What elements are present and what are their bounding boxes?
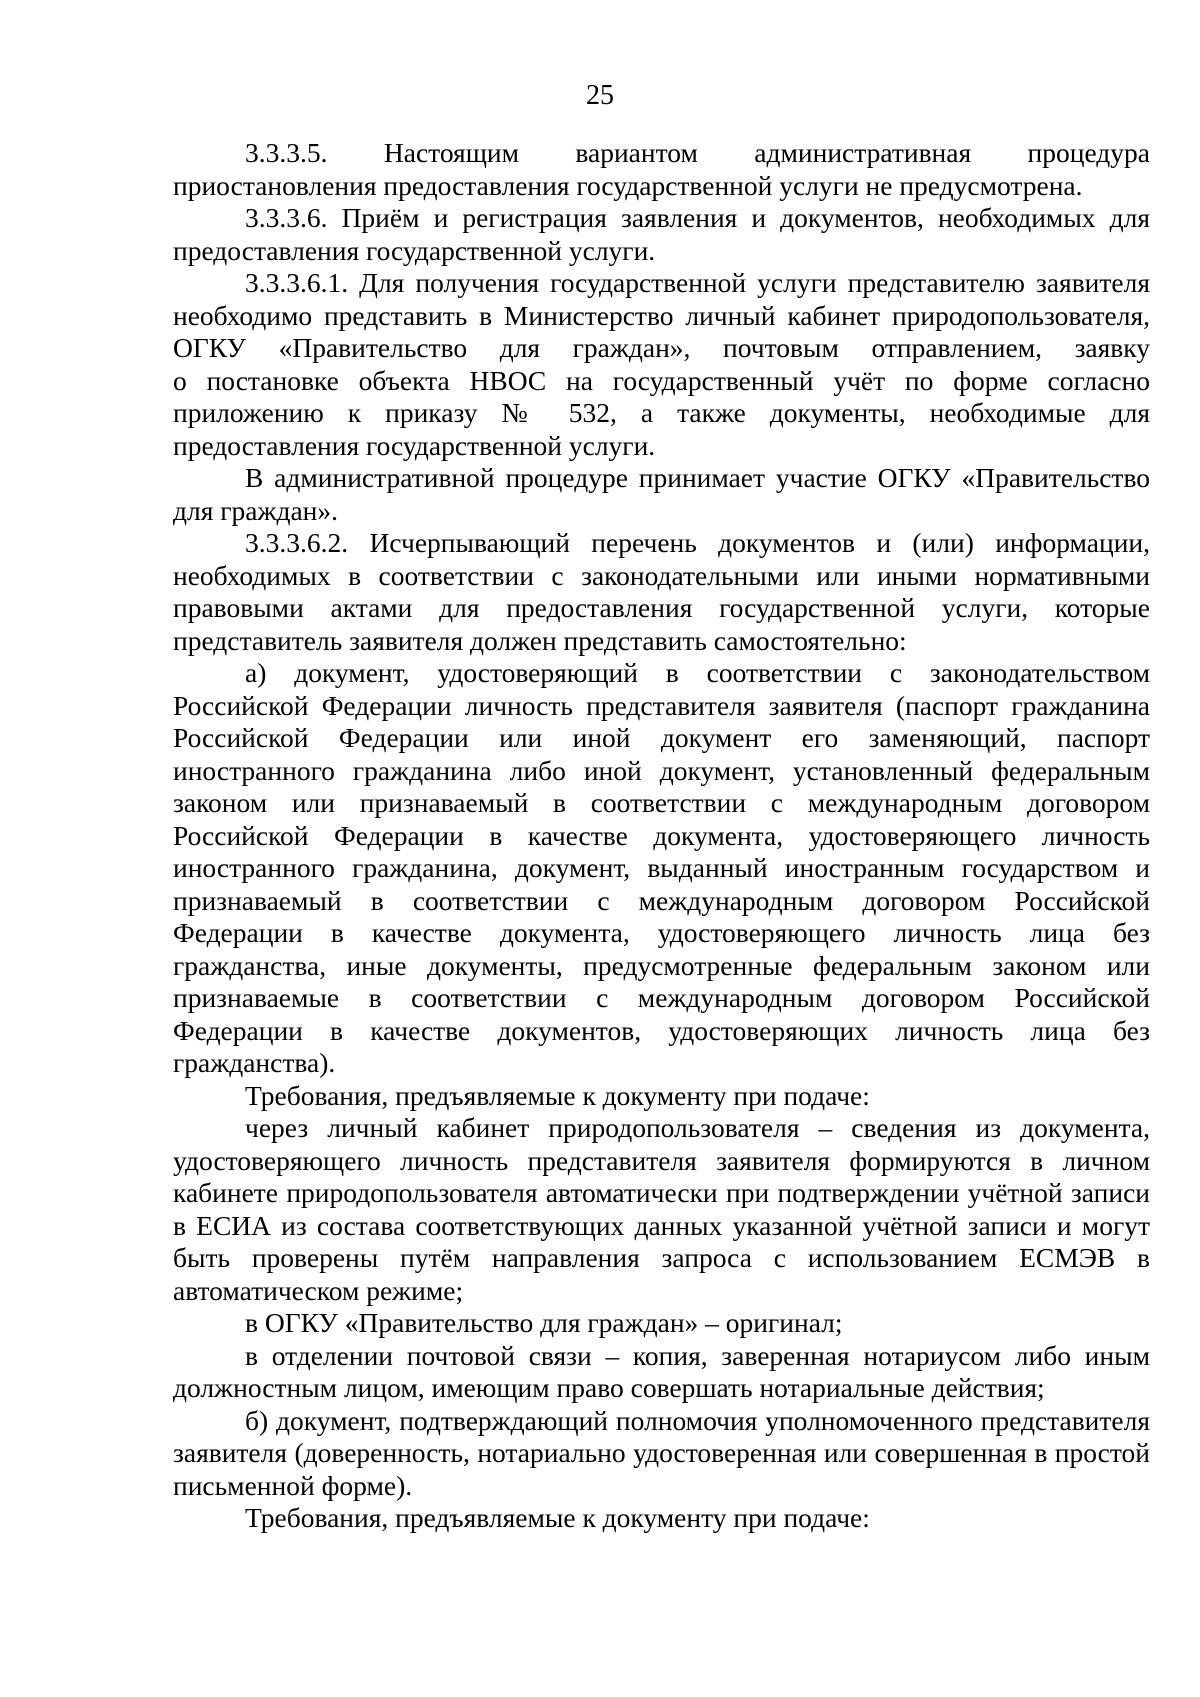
paragraph-3-3-3-6: 3.3.3.6. Приём и регистрация заявления и документов, необходимых для предоставления государственной услуги. [173,202,1150,266]
paragraph-item-b: б) документ, подтверждающий полномочия уполномоченного представителя заявителя (доверенность, нотариально удостоверенная или совершенная в простой письменной форме). [173,1404,1150,1501]
document-body [173,137,1150,1535]
paragraph-via-ogku: в ОГКУ «Правительство для граждан» – оригинал; [245,1307,843,1338]
paragraph-3-3-3-6-1: 3.3.3.6.1. Для получения государственной услуги представителю заявителя необходимо представить в Министерство личный кабинет природопользователя, ОГКУ «Правительство для граждан», почтовым отправлением, заявку [173,267,1150,363]
paragraph-requirements-b: Требования, предъявляемые к документу при подаче: [245,1502,870,1533]
paragraph-participation: В административной процедуре принимает участие ОГКУ «Правительство для граждан». [173,462,1150,526]
paragraph-item-a: а) документ, удостоверяющий в соответствии с законодательством Российской Федерации личность представителя заявителя (паспорт гражданина Российской Федерации или иной документ его заменяющий, паспорт иностранного гражданина либо иной документ, установленный федеральным законом или признаваемый в соответствии с международным договором Российской Федерации в качестве документа, удостоверяющего личность иностранного гражданина, документ, выданный иностранным государством и признаваемый в соответствии с международным договором Российской Федерации в качестве документа, удостоверяющего личность лица без гражданства, иные документы, предусмотренные федеральным законом или признаваемые в соответствии с международным договором Российской Федерации в качестве документов, удостоверяющих личность лица без гражданства). [173,657,1150,1078]
paragraph-3-3-3-5: 3.3.3.5. Настоящим вариантом административная процедура приостановления предоставления государственной услуги не предусмотрена. [173,137,1150,201]
paragraph-3-3-3-6-1-continued: о постановке объекта НВОС на государственный учёт по форме согласно приложению к приказу № 532, а также документы, необходимые для предоставления государственной услуги. [173,364,1150,461]
page-number: 25 [586,80,614,111]
paragraph-3-3-3-6-2: 3.3.3.6.2. Исчерпывающий перечень документов и (или) информации, необходимых в соответствии с законодательными или иными нормативными правовыми актами для предоставления государственной услуги, которые представитель заявителя должен представить самостоятельно: [173,527,1150,656]
paragraph-requirements-a: Требования, предъявляемые к документу при подаче: [245,1079,870,1111]
paragraph-via-post: в отделении почтовой связи – копия, заверенная нотариусом либо иным должностным лицом, имеющим право совершать нотариальные действия; [173,1339,1150,1403]
paragraph-via-personal-account: через личный кабинет природопользователя – сведения из документа, удостоверяющего личность представителя заявителя формируются в личном кабинете природопользователя автоматически при подтверждении учётной записи в ЕСИА из состава соответствующих данных указанной учётной записи и могут быть проверены путём направления запроса с использованием ЕСМЭВ в автоматическом режиме; [173,1112,1150,1306]
